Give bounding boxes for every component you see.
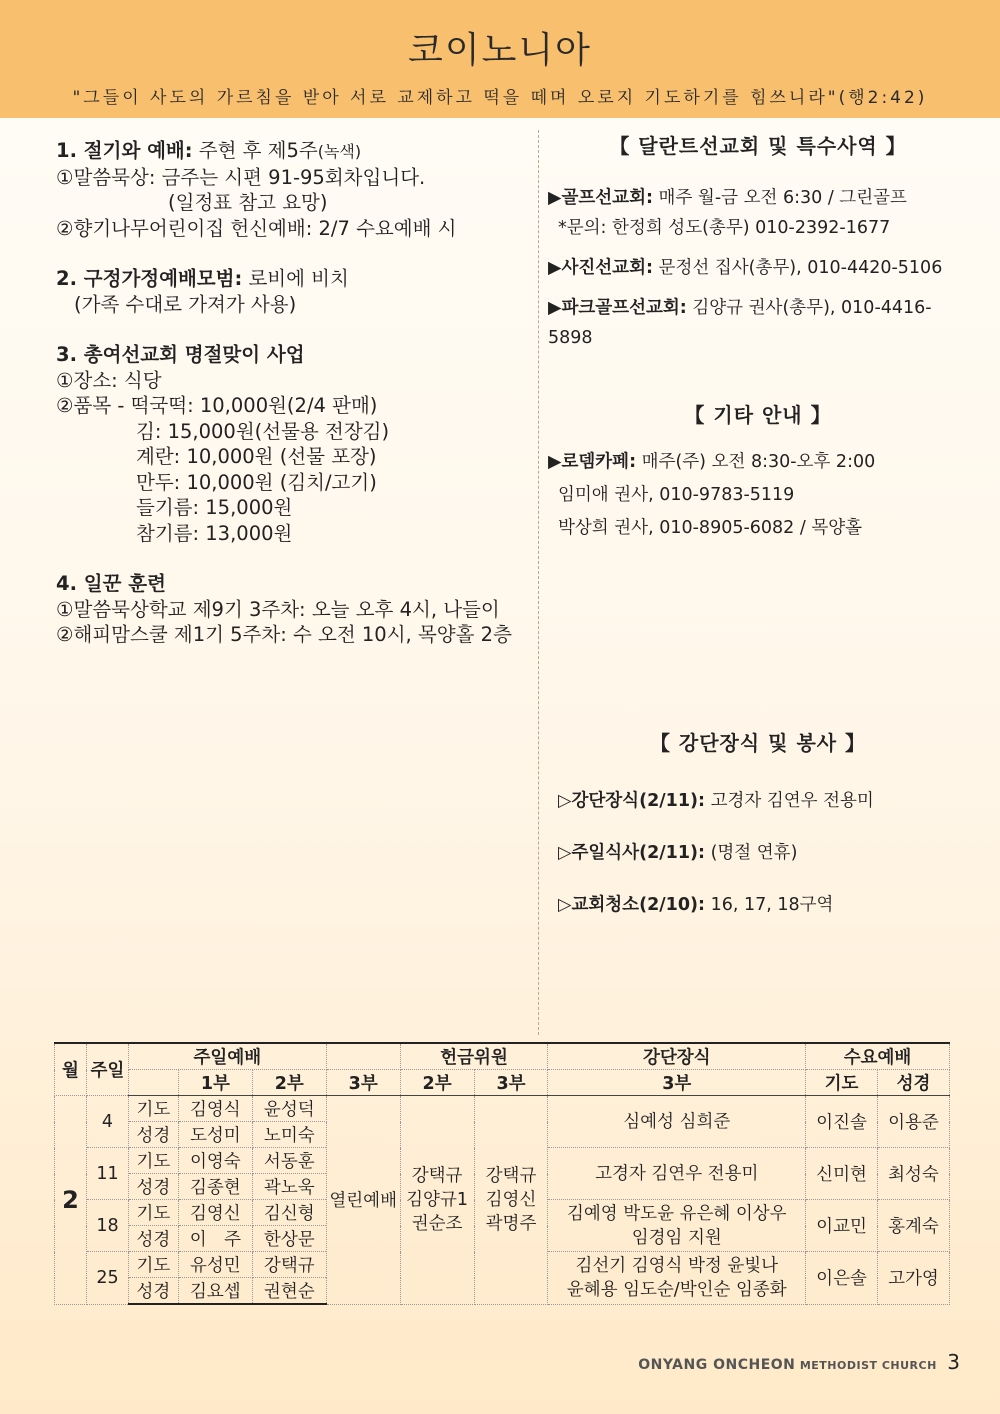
- section-heading: [56, 266, 526, 292]
- line: ①장소: 식당: [56, 368, 162, 392]
- col-2bu: 2부: [252, 1070, 326, 1096]
- item-text: (명절 연휴): [705, 843, 798, 863]
- item-text: 매주 월-금 오전 6:30 / 그린골프: [652, 188, 907, 208]
- col-altar: 강단장식: [548, 1043, 806, 1070]
- person-cell: 김영신: [178, 1200, 252, 1226]
- col-3bu: 3부: [326, 1070, 400, 1096]
- etc-title: 【 기타 안내 】: [684, 403, 832, 427]
- role-cell: 기도: [128, 1200, 178, 1226]
- item-contact: 박상희 권사, 010-8905-6082 / 목양홀: [558, 518, 863, 538]
- line: (가족 수대로 가져가 사용): [74, 292, 297, 316]
- col-offering-3bu: 3부: [474, 1070, 548, 1096]
- wed-prayer-cell: 이진솔: [806, 1096, 878, 1148]
- person-cell: 이 주: [178, 1226, 252, 1252]
- item-label: ▷주일식사(2/11):: [558, 843, 705, 863]
- altar-cell: 고경자 김연우 전용미: [548, 1148, 806, 1200]
- item-label: ▶사진선교회:: [548, 258, 653, 278]
- altar-deco: [548, 786, 968, 816]
- line: 들기름: 15,000원: [136, 496, 293, 519]
- table-row: [55, 1096, 950, 1122]
- item-text: 고경자 김연우 전용미: [705, 791, 874, 811]
- parkgolf-mission: [548, 293, 968, 353]
- wed-prayer-cell: 이은솔: [806, 1252, 878, 1305]
- item-label: ▶파크골프선교회:: [548, 298, 687, 318]
- col-sunday-service: 주일예배: [128, 1043, 326, 1070]
- role-cell: 성경: [128, 1226, 178, 1252]
- col-offering-2bu: 2부: [400, 1070, 474, 1096]
- header-banner: [0, 0, 1000, 118]
- week-cell: 18: [86, 1200, 128, 1252]
- line: 만두: 10,000원 (김치/고기): [136, 470, 377, 494]
- wed-bible-cell: 이용준: [877, 1096, 949, 1148]
- church-name-sub: METHODIST CHURCH: [799, 1359, 937, 1372]
- line: ②해피맘스쿨 제1기 5주차: 수 오전 10시, 목양홀 2층: [56, 623, 512, 646]
- section-heading: 4. 일꾼 훈련: [56, 572, 166, 595]
- person-cell: 김영식: [178, 1096, 252, 1122]
- role-cell: 기도: [128, 1148, 178, 1174]
- col-bible: 성경: [877, 1070, 949, 1096]
- column-divider: [538, 130, 539, 1035]
- week-cell: 11: [86, 1148, 128, 1200]
- offering-2bu-cell: 강택규 김양규1 권순조: [400, 1096, 474, 1305]
- heading-text: 로비에 비치: [242, 267, 349, 290]
- line: ①말씀묵상학교 제9기 3주차: 오늘 오후 4시, 나들이: [56, 597, 500, 621]
- role-cell: 기도: [128, 1096, 178, 1122]
- heading-note: (녹색): [317, 142, 362, 161]
- church-name: ONYANG ONCHEON: [638, 1357, 796, 1373]
- sunday-meal: [548, 838, 968, 868]
- footer: [638, 1350, 960, 1374]
- line: (일정표 참고 요망): [168, 191, 328, 214]
- wed-prayer-cell: 이교민: [806, 1200, 878, 1252]
- week-cell: 25: [86, 1252, 128, 1305]
- person-cell: 강택규: [252, 1252, 326, 1278]
- role-cell: 성경: [128, 1174, 178, 1200]
- item-contact: *문의: 한정희 성도(총무) 010-2392-1677: [558, 218, 891, 238]
- altar-title: 【 강단장식 및 봉사 】: [649, 731, 867, 755]
- person-cell: 곽노욱: [252, 1174, 326, 1200]
- line: ②향기나무어린이집 헌신예배: 2/7 수요예배 시: [56, 216, 457, 240]
- item-label: ▷강단장식(2/11):: [558, 791, 705, 811]
- col-wednesday: 수요예배: [806, 1043, 950, 1070]
- item-label: ▷교회청소(2/10):: [558, 895, 705, 915]
- month-cell: 2: [55, 1096, 87, 1305]
- col-prayer: 기도: [806, 1070, 878, 1096]
- section-heading: 3. 총여선교회 명절맞이 사업: [56, 343, 305, 366]
- section-family-worship: [56, 266, 526, 317]
- person-cell: 유성민: [178, 1252, 252, 1278]
- week-cell: 4: [86, 1096, 128, 1148]
- cafe-info: [548, 446, 968, 545]
- role-cell: 성경: [128, 1278, 178, 1305]
- item-text: 문정선 집사(총무), 010-4420-5106: [652, 258, 943, 278]
- item-text: 16, 17, 18구역: [705, 895, 834, 915]
- golf-mission: [548, 183, 968, 243]
- person-cell: 김신형: [252, 1200, 326, 1226]
- altar-cell: 심예성 심희준: [548, 1096, 806, 1148]
- item-contact: 임미애 권사, 010-9783-5119: [558, 485, 795, 505]
- line: 김: 15,000원(선물용 전장김): [136, 419, 390, 443]
- wed-prayer-cell: 신미현: [806, 1148, 878, 1200]
- ministries-column: [548, 130, 968, 920]
- section-women-mission: [56, 342, 526, 546]
- wed-bible-cell: 최성숙: [877, 1148, 949, 1200]
- missions-title: 【 달란트선교회 및 특수사역 】: [609, 134, 907, 158]
- item-label: ▶골프선교회:: [548, 188, 653, 208]
- item-label: ▶로뎀카페:: [548, 452, 637, 472]
- person-cell: 윤성덕: [252, 1096, 326, 1122]
- section-worship: [56, 138, 526, 241]
- line: 계란: 10,000원 (선물 포장): [136, 445, 377, 468]
- person-cell: 한상문: [252, 1226, 326, 1252]
- wed-bible-cell: 고가영: [877, 1252, 949, 1305]
- page-title: 코이노니아: [408, 30, 592, 71]
- person-cell: 노미숙: [252, 1122, 326, 1148]
- person-cell: 서동훈: [252, 1148, 326, 1174]
- heading-label: 2. 구정가정예배모범:: [56, 267, 243, 290]
- wed-bible-cell: 홍계숙: [877, 1200, 949, 1252]
- col-1bu: 1부: [178, 1070, 252, 1096]
- page-number: 3: [947, 1350, 960, 1374]
- col-offering: 헌금위원: [400, 1043, 548, 1070]
- col-week: 주일: [86, 1043, 128, 1096]
- announcements-column: [56, 138, 526, 673]
- altar-cell: 김예영 박도윤 유은혜 이상우 임경임 지원: [548, 1200, 806, 1252]
- line: ①말씀묵상: 금주는 시편 91-95회차입니다.: [56, 165, 426, 189]
- altar-cell: 김선기 김영식 박정 윤빛나 윤혜용 임도순/박인순 임종화: [548, 1252, 806, 1305]
- offering-3bu-cell: 강택규 김영신 곽명주: [474, 1096, 548, 1305]
- line: ②품목 - 떡국떡: 10,000원(2/4 판매): [56, 394, 378, 417]
- third-service-cell: 열린예배: [326, 1096, 400, 1305]
- section-heading: [56, 138, 526, 165]
- person-cell: 김요셉: [178, 1278, 252, 1305]
- person-cell: 도성미: [178, 1122, 252, 1148]
- role-cell: 성경: [128, 1122, 178, 1148]
- heading-label: 1. 절기와 예배:: [56, 139, 193, 162]
- person-cell: 이영숙: [178, 1148, 252, 1174]
- col-month: 월: [55, 1043, 87, 1096]
- col-blank: [326, 1043, 400, 1070]
- person-cell: 김종현: [178, 1174, 252, 1200]
- church-cleaning: [548, 890, 968, 920]
- item-text: 매주(주) 오전 8:30-오후 2:00: [636, 452, 876, 472]
- heading-text: 주현 후 제5주: [192, 139, 318, 162]
- service-schedule-table: [54, 1042, 950, 1305]
- photo-mission: [548, 253, 968, 283]
- item-text: 김양규 권사(총무), 010-4416-5898: [548, 298, 932, 348]
- role-cell: 기도: [128, 1252, 178, 1278]
- person-cell: 권현순: [252, 1278, 326, 1305]
- col-blank: [128, 1070, 178, 1096]
- col-altar-3bu: 3부: [548, 1070, 806, 1096]
- bible-verse: "그들이 사도의 가르침을 받아 서로 교제하고 떡을 떼며 오로지 기도하기를 힘쓰니라"(행2:42): [72, 88, 928, 108]
- section-training: [56, 571, 526, 648]
- line: 참기름: 13,000원: [136, 521, 293, 545]
